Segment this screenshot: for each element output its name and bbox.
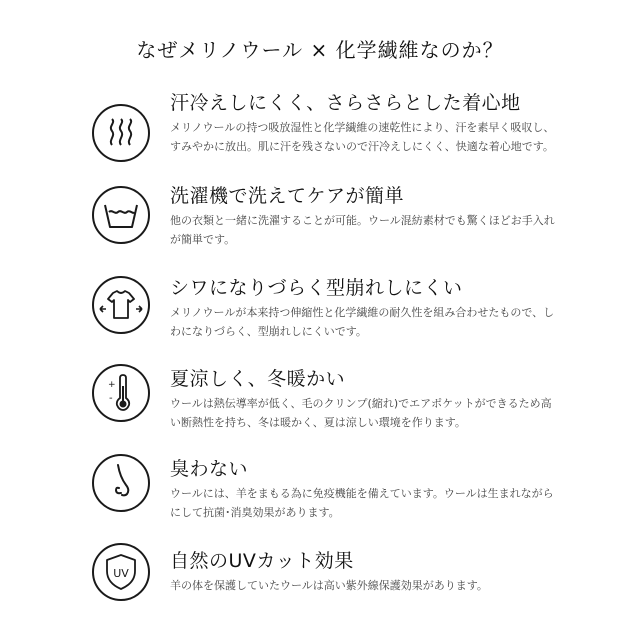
feature-title: 洗濯機で洗えてケアが簡単 [170,185,405,207]
feature-title: 臭わない [170,458,249,480]
feature-description: メリノウールが本来持つ伸縮性と化学繊維の耐久性を組み合わせたもので、しわになりづらく、型崩れしにくいです。 [170,306,555,338]
feature-description: メリノウールの持つ吸放湿性と化学繊維の速乾性により、汗を素早く吸収し、すみやかに放出。肌に汗を残さないので汗冷えしにくく、快適な着心地です。 [170,121,555,153]
feature-description: ウールは熱伝導率が低く、毛のクリンプ(縮れ)でエアポケットができるため高い断熱性を持ち、冬は暖かく、夏は涼しい環境を作ります。 [170,397,552,429]
feature-uv-cut [170,548,560,595]
feature-odor-resistant [170,456,560,522]
feature-title: 夏涼しく、冬暖かい [170,368,346,390]
feature-description: ウールには、羊をまもる為に免疫機能を備えています。ウールは生まれながらにして抗菌･消臭効果があります。 [170,487,554,519]
thermometer-icon [92,364,150,422]
feature-sweat-comfort [170,90,560,156]
heat-waves-icon [92,104,150,162]
wash-tub-icon [92,186,150,244]
t-shirt-stretch-icon [92,276,150,334]
feature-description: 他の衣類と一緒に洗濯することが可能。ウール混紡素材でも驚くほどお手入れが簡単です。 [170,214,555,246]
uv-shield-icon [92,543,150,601]
nose-icon [92,454,150,512]
feature-wrinkle-resistant [170,275,560,341]
uv-label: UV [113,567,129,580]
feature-temperature [170,366,560,432]
page-title: なぜメリノウール × 化学繊維なのか？ [136,38,504,62]
feature-description: 羊の体を保護していたウールは高い紫外線保護効果があります。 [170,579,488,592]
feature-title: 自然のUVカット効果 [170,550,354,572]
feature-title: シワになりづらく型崩れしにくい [170,277,463,299]
feature-easy-care [170,183,560,249]
svg-text:-: - [109,393,113,404]
svg-text:+: + [108,380,116,390]
feature-title: 汗冷えしにくく、さらさらとした着心地 [170,92,521,114]
